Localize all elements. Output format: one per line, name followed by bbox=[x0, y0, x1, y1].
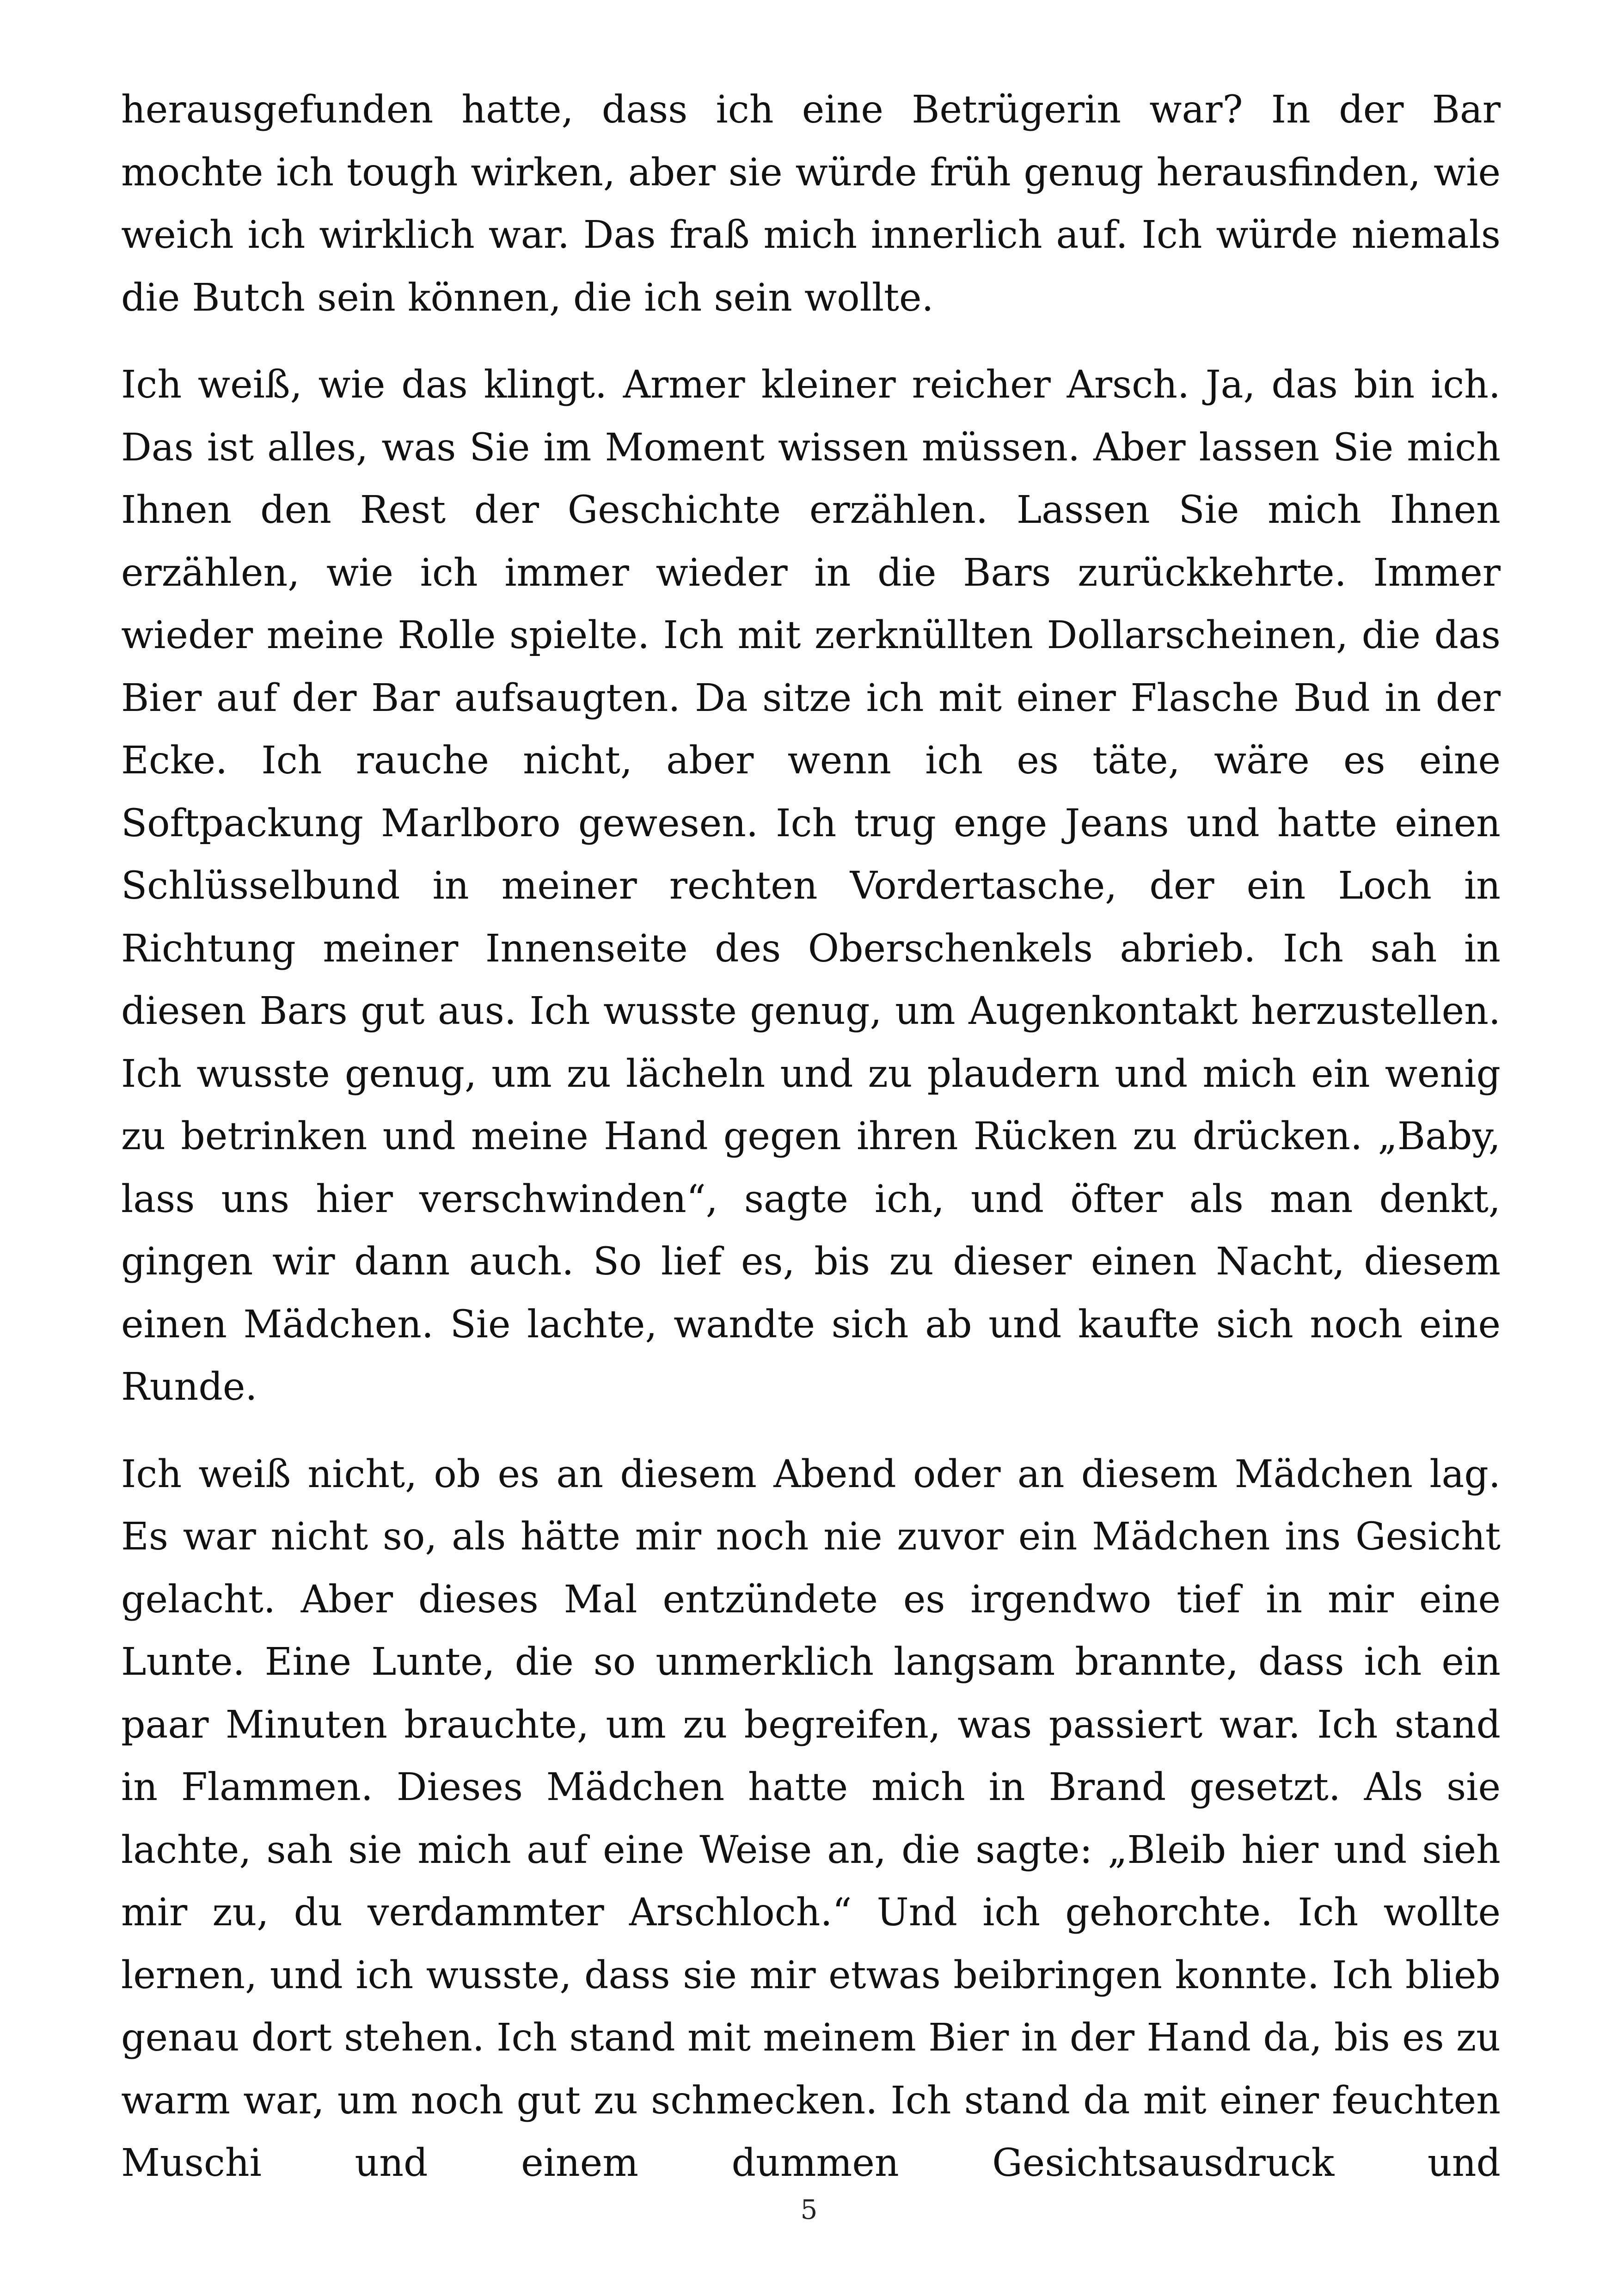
page-body bbox=[121, 79, 1501, 2186]
paragraph-1: herausgefunden hatte, dass ich eine Betrügerin war? In der Bar mochte ich tough wirken, aber sie würde früh genug herausfinden, wie weich ich wirklich war. Das fraß mich innerlich auf. Ich würde niemals die Butch sein können, die ich sein wollte. bbox=[121, 88, 1501, 320]
paragraph-3: Ich weiß nicht, ob es an diesem Abend oder an diesem Mädchen lag. Es war nicht so, als hätte mir noch nie zuvor ein Mädchen ins Gesicht gelacht. Aber dieses Mal entzündete es irgendwo tief in mir eine Lunte. Eine Lunte, die so unmerklich langsam brannte, dass ich ein paar Minuten brauchte, um zu begreifen, was passiert war. Ich stand in Flammen. Dieses Mädchen hatte mich in Brand gesetzt. Als sie lachte, sah sie mich auf eine Weise an, die sagte: „Bleib hier und sieh mir zu, du verdammter Arschloch.“ Und ich gehorchte. Ich wollte lernen, und ich wusste, dass sie mir etwas beibringen konnte. Ich blieb genau dort stehen. Ich stand mit meinem Bier in der Hand da, bis es zu warm war, um noch gut zu schmecken. Ich stand da mit einer feuchten Muschi und einem dummen Gesichtsausdruck und bbox=[121, 1452, 1501, 2185]
page-number: 5 bbox=[800, 2194, 818, 2225]
paragraph-2: Ich weiß, wie das klingt. Armer kleiner reicher Arsch. Ja, das bin ich. Das ist alles, was Sie im Moment wissen müssen. Aber lassen Sie mich Ihnen den Rest der Geschichte erzählen. Lassen Sie mich Ihnen erzählen, wie ich immer wieder in die Bars zurückkehrte. Immer wieder meine Rolle spielte. Ich mit zerknüllten Dollarscheinen, die das Bier auf der Bar aufsaugten. Da sitze ich mit einer Flasche Bud in der Ecke. Ich rauche nicht, aber wenn ich es täte, wäre es eine Softpackung Marlboro gewesen. Ich trug enge Jeans und hatte einen Schlüsselbund in meiner rechten Vordertasche, der ein Loch in Richtung meiner Innenseite des Oberschenkels abrieb. Ich sah in diesen Bars gut aus. Ich wusste genug, um Augenkontakt herzustellen. Ich wusste genug, um zu lächeln und zu plaudern und mich ein wenig zu betrinken und meine Hand gegen ihren Rücken zu drücken. „Baby, lass uns hier verschwinden“, sagte ich, und öfter als man denkt, gingen wir dann auch. So lief es, bis zu dieser einen Nacht, diesem einen Mädchen. Sie lachte, wandte sich ab und kaufte sich noch eine Runde. bbox=[121, 363, 1501, 1409]
